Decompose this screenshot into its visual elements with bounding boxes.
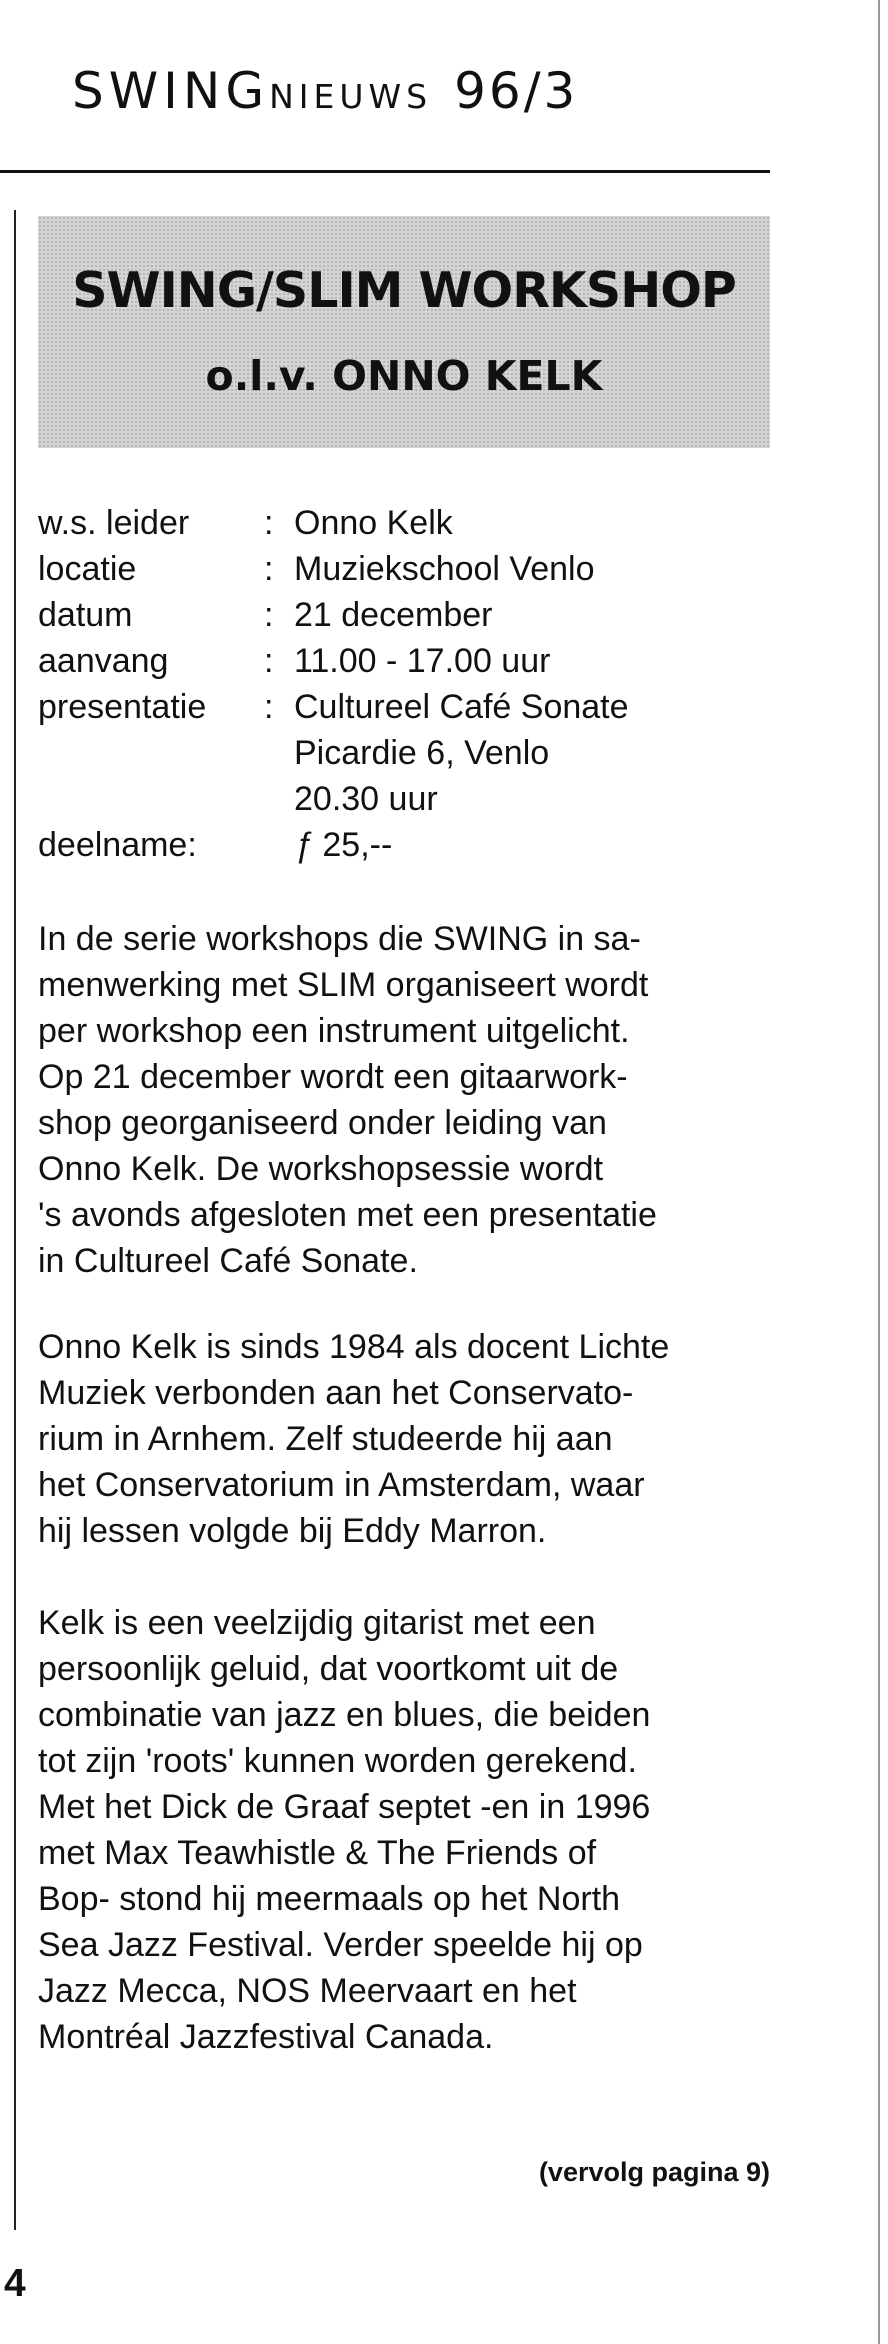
text-line: Onno Kelk. De workshopsessie wordt (38, 1150, 604, 1188)
page-edge (878, 0, 880, 2344)
text-line: Muziek verbonden aan het Conservato- (38, 1374, 634, 1412)
page-number: 4 (4, 2262, 26, 2305)
detail-label: presentatie (38, 688, 207, 726)
masthead-swing: SWING (72, 62, 270, 120)
masthead-nieuws: NIEUWS (269, 77, 433, 116)
text-line: 's avonds afgesloten met een presentatie (38, 1196, 657, 1234)
text-line: rium in Arnhem. Zelf studeerde hij aan (38, 1420, 613, 1458)
article-title: SWING/SLIM WORKSHOP (72, 262, 736, 319)
detail-value: 11.00 - 17.00 uur (294, 642, 551, 680)
detail-colon: : (264, 642, 274, 680)
text-line: Montréal Jazzfestival Canada. (38, 2018, 494, 2056)
continued-note: (vervolg pagina 9) (538, 2157, 770, 2187)
paragraph-career (38, 1600, 778, 2060)
detail-colon: : (264, 550, 274, 588)
detail-label: locatie (38, 550, 137, 588)
currency-symbol: ƒ (294, 826, 313, 864)
detail-value: 20.30 uur (294, 780, 438, 818)
detail-value: Picardie 6, Venlo (294, 734, 550, 772)
text-line: Op 21 december wordt een gitaarwork- (38, 1058, 628, 1096)
text-line: Jazz Mecca, NOS Meervaart en het (38, 1972, 577, 2010)
text-line: Onno Kelk is sinds 1984 als docent Lichte (38, 1328, 670, 1366)
detail-label: aanvang (38, 642, 169, 680)
text-line: in Cultureel Café Sonate. (38, 1242, 418, 1280)
text-line: per workshop een instrument uitgelicht. (38, 1012, 630, 1050)
masthead (72, 62, 578, 120)
paragraph-intro (38, 916, 778, 1284)
text-line: tot zijn 'roots' kunnen worden gerekend. (38, 1742, 637, 1780)
detail-colon: : (264, 596, 274, 634)
text-line: hij lessen volgde bij Eddy Marron. (38, 1512, 547, 1550)
article-subtitle: o.l.v. ONNO KELK (205, 352, 603, 400)
text-line: het Conservatorium in Amsterdam, waar (38, 1466, 645, 1504)
detail-value: Cultureel Café Sonate (294, 688, 629, 726)
text-line: menwerking met SLIM organiseert wordt (38, 966, 649, 1004)
column-rule (14, 210, 16, 2230)
text-line: Kelk is een veelzijdig gitarist met een (38, 1604, 596, 1642)
detail-value: Muziekschool Venlo (294, 550, 595, 588)
text-line: In de serie workshops die SWING in sa- (38, 920, 641, 958)
fee-amount: 25,-- (322, 826, 393, 864)
text-line: met Max Teawhistle & The Friends of (38, 1834, 597, 1872)
text-line: shop georganiseerd onder leiding van (38, 1104, 607, 1142)
detail-label: w.s. leider (38, 504, 190, 542)
text-line: Met het Dick de Graaf septet -en in 1996 (38, 1788, 651, 1826)
text-line: persoonlijk geluid, dat voortkomt uit de (38, 1650, 619, 1688)
masthead-issue: 96/3 (454, 62, 579, 120)
title-box (38, 216, 770, 448)
detail-label: datum (38, 596, 133, 634)
detail-value: 21 december (294, 596, 493, 634)
detail-label: deelname: (38, 826, 197, 864)
text-line: Sea Jazz Festival. Verder speelde hij op (38, 1926, 643, 1964)
detail-colon: : (264, 688, 274, 726)
detail-colon: : (264, 504, 274, 542)
detail-value: Onno Kelk (294, 504, 453, 542)
paragraph-biography (38, 1324, 778, 1554)
text-line: Bop- stond hij meermaals op het North (38, 1880, 621, 1918)
detail-value-fee (294, 822, 392, 868)
text-line: combinatie van jazz en blues, die beiden (38, 1696, 651, 1734)
masthead-rule (0, 170, 770, 173)
